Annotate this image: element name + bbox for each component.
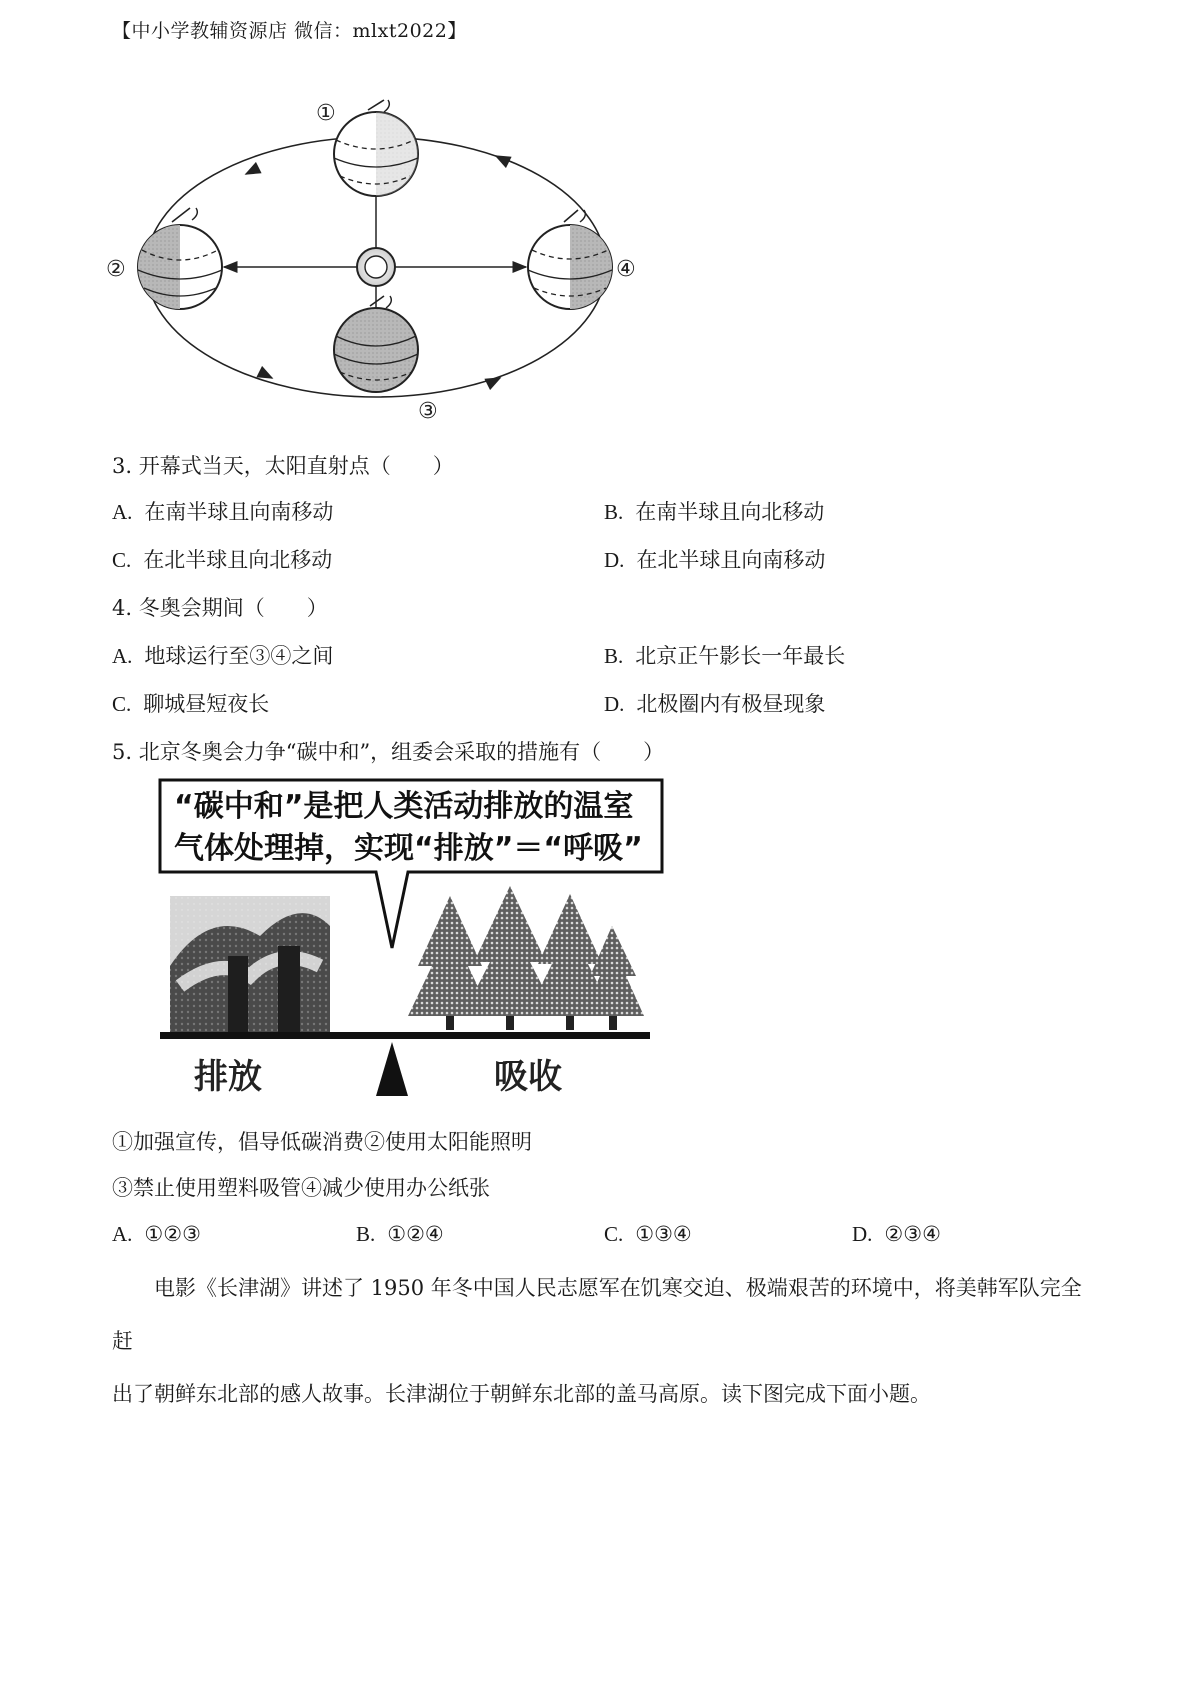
earth-position-2 [138, 208, 222, 309]
q5-option-b [356, 1222, 444, 1247]
q5-statement-2: ③禁止使用塑料吸管④减少使用办公纸张 [112, 1176, 490, 1200]
q5-stem: 5. 北京冬奥会力争“碳中和”，组委会采取的措施有（ ） [112, 740, 665, 764]
earth-orbit-diagram [108, 100, 648, 432]
passage-line-1: 电影《长津湖》讲述了 1950 年冬中国人民志愿军在饥寒交迫、极端艰苦的环境中，将美韩军队完全赶 [112, 1276, 1082, 1353]
q3-stem: 3. 开幕式当天，太阳直射点（ ） [112, 454, 454, 478]
page-header: 【中小学教辅资源店 微信：mlxt2022】 [112, 20, 467, 42]
earth-position-3 [334, 296, 418, 392]
option-key: B. [356, 1222, 376, 1246]
option-text: 在北半球且向北移动 [143, 548, 333, 572]
sun-icon [357, 248, 395, 286]
q3-option-b [604, 496, 824, 526]
option-text: 在北半球且向南移动 [636, 548, 826, 572]
option-key: C. [112, 548, 132, 572]
q5-option-c [604, 1222, 692, 1247]
earth-position-4 [528, 210, 612, 309]
option-text: 在南半球且向北移动 [635, 500, 825, 524]
label-emission: 排放 [194, 1057, 262, 1097]
option-text: 北极圈内有极昼现象 [636, 692, 826, 716]
option-key: C. [604, 1222, 624, 1246]
carbon-neutral-figure [150, 776, 670, 1108]
q4-option-a [112, 640, 333, 670]
q3-option-c [112, 544, 332, 574]
q4-option-b [604, 640, 845, 670]
option-key: D. [852, 1222, 873, 1246]
q5-statement-1: ①加强宣传，倡导低碳消费②使用太阳能照明 [112, 1130, 532, 1154]
option-text: ①②④ [387, 1222, 444, 1246]
orbit-label-4: ④ [616, 257, 636, 282]
label-absorption: 吸收 [494, 1057, 562, 1097]
balance-fulcrum [376, 1042, 408, 1096]
option-text: ①③④ [635, 1222, 692, 1246]
q3-option-d [604, 544, 825, 574]
option-text: ①②③ [144, 1222, 201, 1246]
q5-option-d [852, 1222, 941, 1247]
reading-passage [112, 1262, 1102, 1421]
q3-option-a [112, 496, 333, 526]
option-key: A. [112, 1222, 133, 1246]
earth-position-1 [334, 100, 418, 196]
balance-beam [160, 1032, 650, 1039]
option-key: D. [604, 548, 625, 572]
factory-smoke-image [170, 896, 330, 1036]
q4-option-c [112, 688, 269, 718]
q4-option-d [604, 688, 825, 718]
trees-image [408, 886, 644, 1030]
option-key: D. [604, 692, 625, 716]
bubble-line-2: 气体处理掉，实现“排放”＝“呼吸” [174, 831, 643, 866]
option-key: C. [112, 692, 132, 716]
q4-stem: 4. 冬奥会期间（ ） [112, 596, 328, 620]
option-text: 在南半球且向南移动 [144, 500, 334, 524]
option-key: B. [604, 644, 624, 668]
bubble-line-1: “碳中和”是把人类活动排放的温室 [174, 789, 634, 824]
orbit-label-2: ② [106, 257, 126, 282]
option-key: A. [112, 644, 133, 668]
passage-line-2: 出了朝鲜东北部的感人故事。长津湖位于朝鲜东北部的盖马高原。读下图完成下面小题。 [112, 1382, 931, 1406]
option-key: A. [112, 500, 133, 524]
q5-option-a [112, 1222, 201, 1247]
option-key: B. [604, 500, 624, 524]
option-text: 地球运行至③④之间 [144, 644, 334, 668]
orbit-label-1: ① [316, 101, 336, 126]
option-text: 聊城昼短夜长 [143, 692, 270, 716]
option-text: ②③④ [884, 1222, 941, 1246]
option-text: 北京正午影长一年最长 [635, 644, 846, 668]
orbit-label-3: ③ [418, 399, 438, 424]
